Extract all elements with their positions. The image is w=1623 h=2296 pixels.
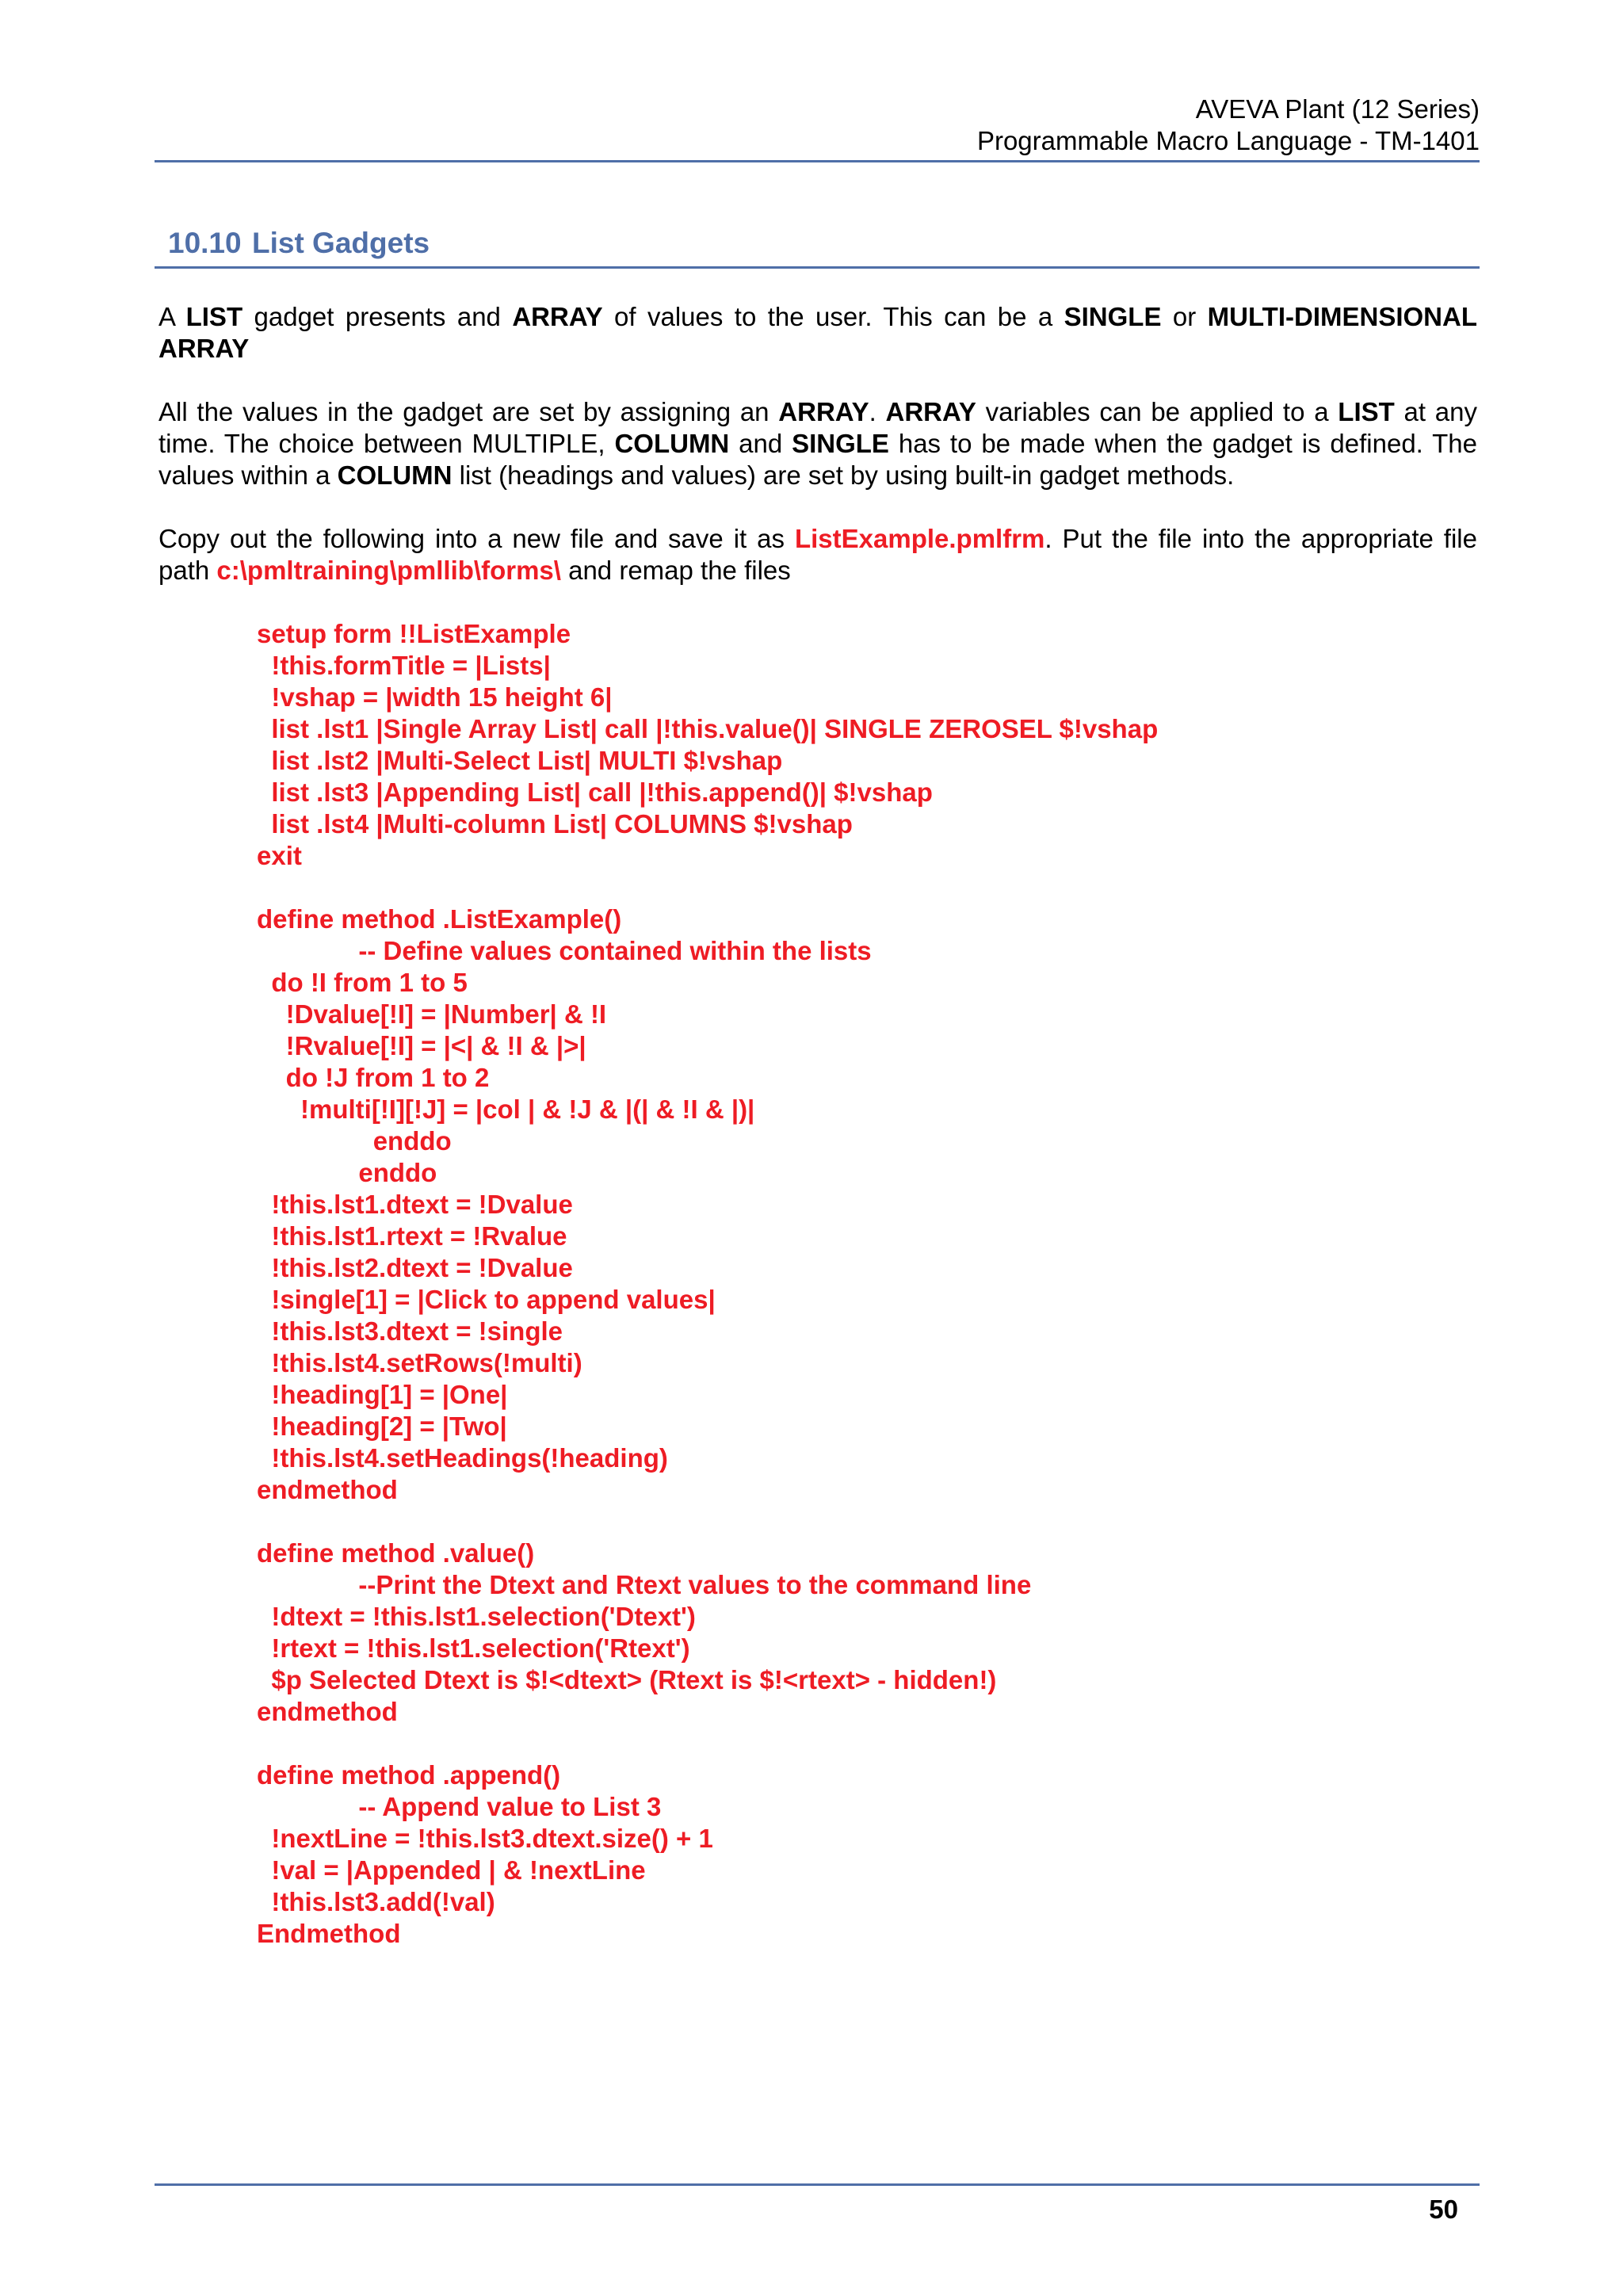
code-line: Endmethod [257,1919,401,1948]
code-line: -- Define values contained within the lists [257,936,872,965]
array-paragraph [158,396,1477,491]
code-line: !this.lst3.add(!val) [257,1887,495,1916]
code-line: !nextLine = !this.lst3.dtext.size() + 1 [257,1824,713,1853]
text-run: has to be made when the gadget is defined. The values within a [158,429,1477,490]
code-line: !Dvalue[!I] = |Number| & !I [257,999,607,1029]
code-line: exit [257,841,302,870]
text-run: . Put the file into the appropriate file path [158,524,1477,585]
text-run: and remap the files [560,556,791,585]
section-number: 10.10 [168,227,242,259]
code-line: !dtext = !this.lst1.selection('Dtext') [257,1602,696,1631]
code-line: !Rvalue[!I] = |<| & !I & |>| [257,1031,586,1060]
code-line: list .lst2 |Multi-Select List| MULTI $!vshap [257,746,783,775]
header-product: AVEVA Plant (12 Series) [1195,94,1480,124]
file-name: ListExample.pmlfrm [794,524,1045,553]
code-line: !heading[1] = |One| [257,1380,508,1409]
code-line: !multi[!I][!J] = |col | & !J & |(| & !I & |)| [257,1095,755,1124]
bold-run: MULTI-DIMENSIONAL ARRAY [158,302,1478,363]
intro-paragraph [158,301,1477,365]
bold-run: LIST [185,302,243,331]
code-line: list .lst3 |Appending List| call |!this.append()| $!vshap [257,777,933,807]
section-heading [168,226,1476,261]
text-run: A [158,302,186,331]
code-line: enddo [257,1158,437,1187]
code-line: do !I from 1 to 5 [257,968,468,997]
code-line: setup form !!ListExample [257,619,571,648]
code-line: !single[1] = |Click to append values| [257,1285,716,1314]
section-title: List Gadgets [252,227,430,259]
text-run: . [869,397,886,426]
bold-run: ARRAY [778,397,869,426]
code-line: !this.lst2.dtext = !Dvalue [257,1253,573,1282]
bold-run: ARRAY [512,302,603,331]
code-line: !this.lst1.rtext = !Rvalue [257,1221,567,1251]
bold-run: SINGLE [1064,302,1162,331]
footer-divider [155,2183,1480,2186]
code-line: endmethod [257,1475,398,1504]
header-course: Programmable Macro Language - TM-1401 [976,126,1480,155]
code-line: list .lst1 |Single Array List| call |!this.value()| SINGLE ZEROSEL $!vshap [257,714,1159,743]
code-line: !this.lst4.setHeadings(!heading) [257,1443,668,1473]
bold-run: SINGLE [792,429,889,458]
text-run: Copy out the following into a new file and save it as [158,524,795,553]
bold-run: ARRAY [885,397,976,426]
code-line: enddo [257,1126,452,1156]
code-line: !val = |Appended | & !nextLine [257,1855,646,1885]
bold-run: COLUMN [614,429,730,458]
code-line: --Print the Dtext and Rtext values to the command line [257,1570,1032,1599]
bold-run: LIST [1338,397,1395,426]
text-run: variables can be applied to a [976,397,1338,426]
code-listing [257,618,1461,1950]
code-line: !this.lst4.setRows(!multi) [257,1348,582,1377]
code-line: !this.formTitle = |Lists| [257,651,551,680]
code-line: !this.lst1.dtext = !Dvalue [257,1190,573,1219]
code-line: !heading[2] = |Two| [257,1412,507,1441]
code-line: !rtext = !this.lst1.selection('Rtext') [257,1633,690,1663]
code-line: define method .value() [257,1538,535,1568]
code-line [257,1506,1461,1538]
bold-run: COLUMN [337,460,453,490]
code-line [257,872,1461,904]
code-line: !this.lst3.dtext = !single [257,1316,563,1346]
text-run: gadget presents and [242,302,513,331]
text-run: or [1161,302,1208,331]
file-path: c:\pmltraining\pmllib\forms\ [216,556,561,585]
page-number: 50 [1429,2195,1458,2224]
text-run: list (headings and values) are set by using built-in gadget methods. [452,460,1235,490]
header-divider [155,160,1480,162]
code-line: !vshap = |width 15 height 6| [257,682,613,712]
instructions-paragraph [158,523,1477,586]
section-divider [155,266,1480,269]
text-run: at any time. The choice between MULTIPLE, [158,397,1478,458]
code-line: endmethod [257,1697,398,1726]
code-line: list .lst4 |Multi-column List| COLUMNS $!vshap [257,809,853,839]
code-line: $p Selected Dtext is $!<dtext> (Rtext is $!<rtext> - hidden!) [257,1665,997,1694]
page-header [155,94,1480,157]
code-line: define method .append() [257,1760,561,1790]
text-run: of values to the user. This can be a [602,302,1064,331]
text-run: and [729,429,792,458]
text-run: All the values in the gadget are set by assigning an [158,397,779,426]
code-line: do !J from 1 to 2 [257,1063,490,1092]
code-line [257,1728,1461,1759]
code-line: -- Append value to List 3 [257,1792,662,1821]
code-line: define method .ListExample() [257,904,622,934]
